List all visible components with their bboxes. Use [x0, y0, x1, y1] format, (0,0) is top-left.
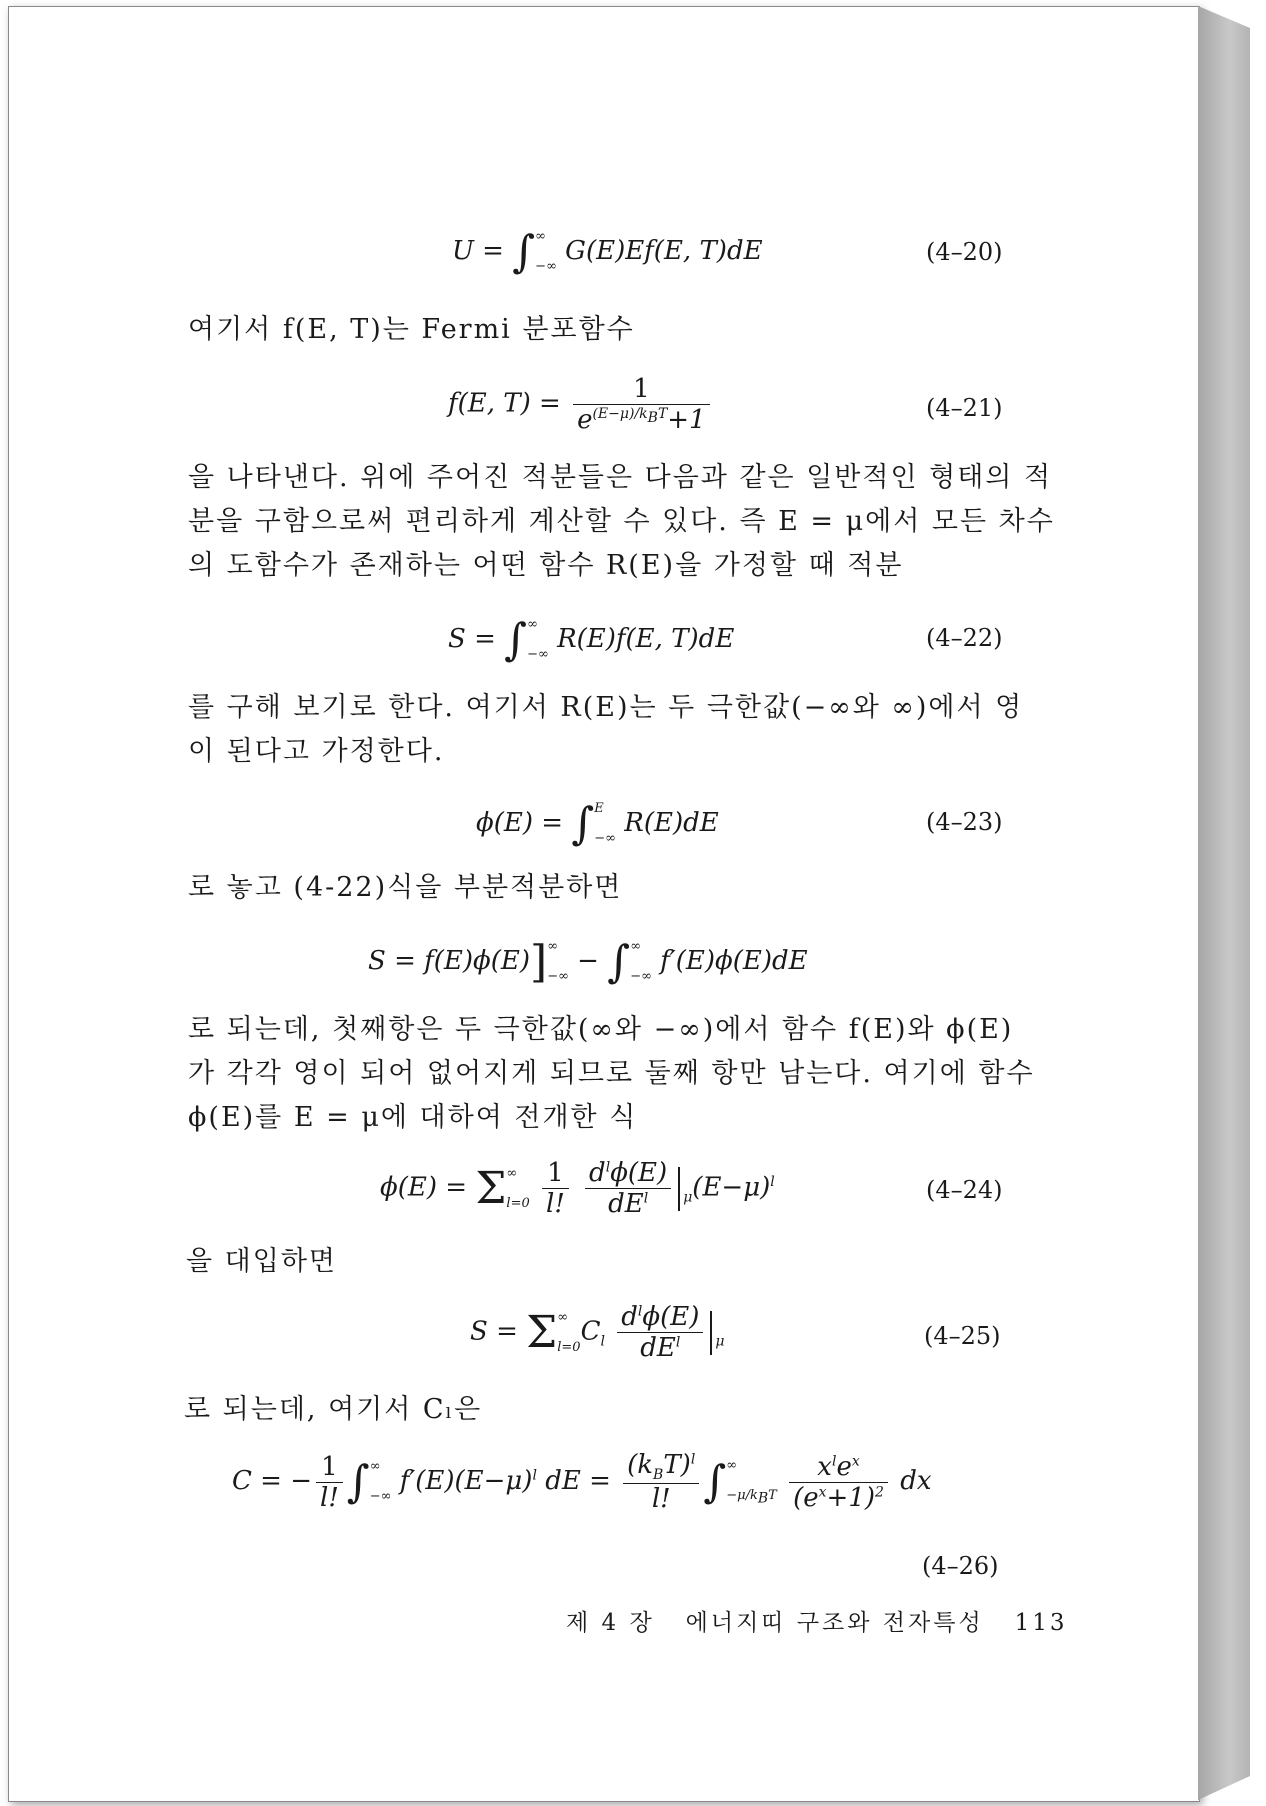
equation-4-25: S = Σ∞ $l=0C_l$ $\frac{d^l\phi(E)}{dE^l}$ $_\mu$	[470, 1302, 725, 1363]
chapter-title: 에너지띠 구조와 전자특성	[685, 1610, 984, 1636]
equation-4-20: U = ∫∞ −∞ G(E)Ef(E, T)dE	[452, 226, 763, 278]
equation-4-26: C = − $\frac{1}{l!}$ ∫∞ −∞ $f'(E)(E-\mu)^l$ dE = $\frac{(k_BT)^l}{l!}$ ∫∞ $-\mu/k_BT$ $\frac{x^le^x}{(e^x+1)^2}$ dx	[232, 1450, 932, 1515]
paragraph: 가 각각 영이 되어 없어지게 되므로 둘째 항만 남는다. 여기에 함수	[188, 1058, 1035, 1089]
equation-integration-by-parts: S = f(E)ϕ(E)]∞ −∞ − ∫∞ −∞ f′(E)ϕ(E)dE	[368, 936, 808, 988]
page-edge	[1198, 6, 1250, 1800]
paragraph: ϕ(E)를 E = μ에 대하여 전개한 식	[188, 1102, 638, 1133]
equation-number: (4–23)	[926, 808, 1003, 836]
paragraph: 여기서 f(E, T)는 Fermi 분포함수	[188, 314, 635, 345]
paragraph: 로 되는데, 첫째항은 두 극한값(∞와 −∞)에서 함수 f(E)와 ϕ(E)	[188, 1014, 1014, 1045]
paragraph: 이 된다고 가정한다.	[188, 736, 445, 767]
equation-number: (4–24)	[926, 1176, 1003, 1204]
paragraph: 를 구해 보기로 한다. 여기서 R(E)는 두 극한값(−∞와 ∞)에서 영	[188, 692, 1024, 723]
paragraph: 로 되는데, 여기서 Cₗ은	[184, 1394, 483, 1425]
equation-number: (4–26)	[922, 1552, 999, 1580]
chapter-label: 제 4 장	[566, 1610, 655, 1636]
equation-number: (4–21)	[926, 394, 1003, 422]
running-footer	[566, 1604, 1068, 1637]
equation-4-22: S = ∫∞ −∞ R(E)f(E, T)dE	[448, 614, 735, 666]
paragraph: 을 나타낸다. 위에 주어진 적분들은 다음과 같은 일반적인 형태의 적	[188, 462, 1053, 493]
equation-number: (4–20)	[926, 238, 1003, 266]
paragraph: 을 대입하면	[186, 1246, 337, 1277]
equation-4-23: ϕ(E) = ∫E −∞ R(E)dE	[476, 798, 719, 850]
equation-number: (4–22)	[926, 624, 1003, 652]
paragraph: 로 놓고 (4-22)식을 부분적분하면	[188, 872, 623, 903]
equation-4-21: f(E, T) = $\frac{1}{e^{(E-\mu)/k_BT}+1}$	[448, 374, 714, 435]
paragraph: 의 도함수가 존재하는 어떤 함수 R(E)을 가정할 때 적분	[188, 550, 904, 581]
paragraph: 분을 구함으로써 편리하게 계산할 수 있다. 즉 E = μ에서 모든 차수	[188, 506, 1055, 537]
page-number: 113	[1014, 1610, 1068, 1636]
equation-number: (4–25)	[924, 1322, 1001, 1350]
equation-4-24: ϕ(E) = Σ∞ l=0 $\frac{1}{l!}$ $\frac{d^l\phi(E)}{dE^l}$ $_\mu(E-\mu)^l$	[380, 1158, 775, 1219]
